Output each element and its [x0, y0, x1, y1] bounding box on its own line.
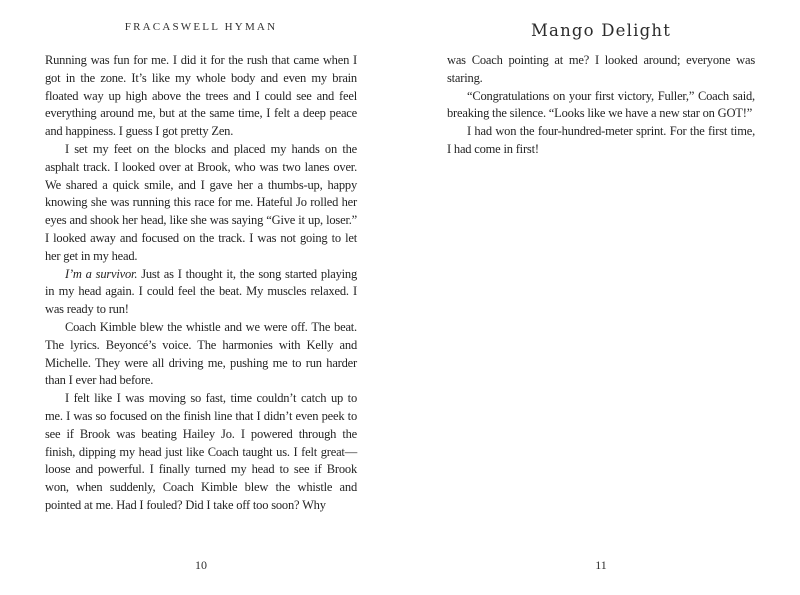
paragraph: [447, 88, 755, 124]
paragraph: [447, 52, 755, 88]
paragraph: [45, 390, 357, 515]
body-text: was Coach pointing at me? I looked around; everyone was staring.: [447, 53, 755, 85]
body-text: Running was fun for me. I did it for the rush that came when I got in the zone. It’s like my whole body and even my brain floated way up high above the trees and I could see and feel everything around me, but at the same time, I felt a deep peace and happiness. I guess I got pretty Zen.: [45, 53, 357, 139]
paragraph: [45, 319, 357, 390]
body-text: I had won the four-hundred-meter sprint. For the first time, I had come in first!: [447, 124, 755, 156]
running-head-title: Mango Delight: [530, 21, 672, 40]
body-text: Coach Kimble blew the whistle and we were off. The beat. The lyrics. Beyoncé’s voice. The harmonies with Kelly and Michelle. They were all driving me, pushing me to run harder than I ever had before.: [45, 319, 357, 388]
left-page: [45, 0, 357, 595]
body-text: Just as I thought it, the song started playing in my head again. I could feel the beat. My muscles relaxed. I was ready to run!: [45, 266, 357, 317]
right-page-number: 11: [595, 558, 607, 572]
paragraph: [45, 141, 357, 266]
body-text: I felt like I was moving so fast, time couldn’t catch up to me. I was so focused on the finish line that I didn’t even peek to see if Brook was beating Hailey Jo. I powered through the finish, dipping my head just like Coach taught us. I felt great—loose and powerful. I finally turned my head to see if Brook won, when suddenly, Coach Kimble blew the whistle and pointed at me. Had I fouled? Did I take off too soon? Why: [45, 391, 357, 512]
right-page: [447, 0, 755, 595]
right-page-body: [447, 52, 755, 159]
body-text: “Congratulations on your first victory, Fuller,” Coach said, breaking the silence. “Looks like we have a new star on GOT!”: [447, 88, 755, 121]
left-page-number: 10: [195, 558, 207, 572]
paragraph: [447, 123, 755, 159]
running-head-author: FRACASWELL HYMAN: [124, 21, 278, 33]
italic-text: I’m a survivor.: [65, 266, 138, 281]
paragraph: [45, 266, 357, 319]
body-text: I set my feet on the blocks and placed my hands on the asphalt track. I looked over at Brook, who was two lanes over. We shared a quick smile, and I gave her a thumbs-up, happy knowing she was running this race for me. Hateful Jo rolled her eyes and shook her head, like she was saying “Give it up, loser.” I looked away and focused on the track. I was not going to let her get in my head.: [45, 141, 357, 263]
paragraph: [45, 52, 357, 141]
left-page-body: [45, 52, 357, 515]
